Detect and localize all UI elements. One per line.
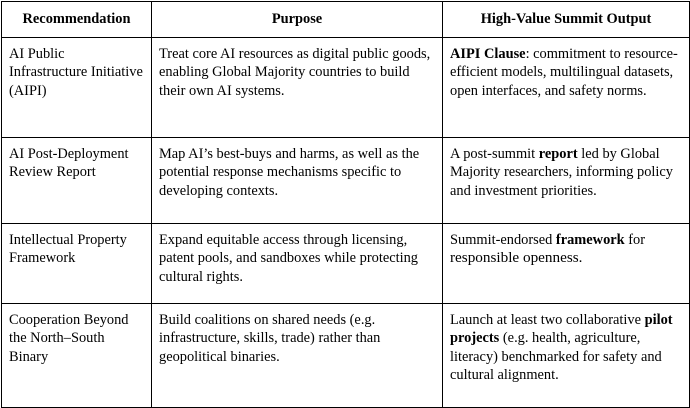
recommendation-cell: Intellectual Property Framework: [2, 224, 152, 304]
output-bold-term: report: [538, 146, 578, 162]
output-bold-term: AIPI Clause: [450, 46, 526, 62]
purpose-cell: Map AI’s best-buys and harms, as well as the potential response mechanisms specific to developing contexts.: [152, 138, 443, 224]
output-bold-term: pilot projects: [450, 312, 673, 347]
header-output: High-Value Summit Output: [443, 2, 690, 38]
table-row: [2, 38, 690, 138]
output-cell: [443, 138, 690, 224]
header-row: [2, 2, 690, 38]
output-text-pre: Launch at least two collaborative: [450, 312, 645, 328]
output-bold-term: framework: [555, 232, 625, 248]
output-text: led by Global Majority researchers, informing policy and investment priorities.: [450, 146, 673, 199]
output-cell: [443, 38, 690, 138]
table-row: [2, 304, 690, 408]
output-text-line2: responsible openness.: [450, 249, 583, 267]
table-row: [2, 224, 690, 304]
recommendation-cell: AI Post-Deployment Review Report: [2, 138, 152, 224]
output-text: : commitment to resource-efficient models, multilingual datasets, open interfaces, and safety norms.: [450, 46, 678, 99]
output-cell: [443, 224, 690, 304]
header-recommendation: Recommendation: [2, 2, 152, 38]
header-purpose: Purpose: [152, 2, 443, 38]
output-cell: [443, 304, 690, 408]
purpose-cell: Expand equitable access through licensing, patent pools, and sandboxes while protecting cultural rights.: [152, 224, 443, 304]
purpose-cell: Build coalitions on shared needs (e.g. infrastructure, skills, trade) rather than geopolitical binaries.: [152, 304, 443, 408]
recommendations-table: [1, 1, 690, 408]
output-text: (e.g. health, agriculture, literacy) benchmarked for safety and cultural alignment.: [450, 330, 662, 383]
purpose-cell: Treat core AI resources as digital public goods, enabling Global Majority countries to build their own AI systems.: [152, 38, 443, 138]
recommendation-cell: Cooperation Beyond the North–South Binary: [2, 304, 152, 408]
output-text-pre: A post-summit: [450, 146, 539, 162]
recommendation-cell: AI Public Infrastructure Initiative (AIPI): [2, 38, 152, 138]
table-row: [2, 138, 690, 224]
output-text: for: [624, 232, 646, 248]
output-text-pre: Summit-endorsed: [450, 232, 556, 248]
